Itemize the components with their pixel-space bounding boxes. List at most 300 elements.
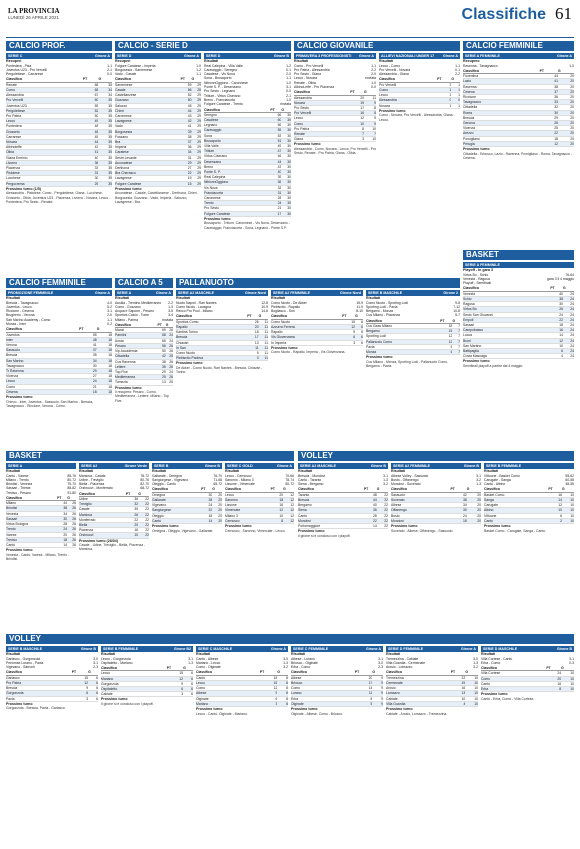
col-points-header: PT bbox=[450, 487, 466, 492]
team-points: 18 bbox=[260, 675, 278, 680]
next-round-heading: Prossimo turno bbox=[6, 548, 33, 553]
team-points: 68 bbox=[158, 333, 166, 338]
team-played: 22 bbox=[138, 533, 149, 538]
team-points: 24 bbox=[450, 513, 466, 518]
standings-table bbox=[366, 319, 460, 355]
col-played-header: G bbox=[451, 77, 460, 82]
standings-table bbox=[176, 314, 268, 361]
box-group: Girone B bbox=[463, 464, 479, 468]
match-teams: Playoff - Semifinali bbox=[463, 281, 492, 286]
match-score: 1-2 bbox=[286, 63, 291, 68]
result-row bbox=[294, 85, 376, 89]
team-points: 7 bbox=[350, 132, 364, 137]
team-points: 31 bbox=[83, 171, 99, 176]
col-team-header: Classifica bbox=[115, 323, 158, 328]
results-heading: Risultati bbox=[391, 469, 406, 473]
next-round-text: Chievo - Inter, Juventus - Sassuolo, San Marino - Brescia, Tavagnacco - Riccione, Verona - Como. bbox=[6, 399, 94, 408]
team-played: 11 bbox=[259, 319, 268, 324]
match-teams: Ausilia - Trentino Mediterraneo bbox=[115, 300, 162, 305]
team-played: 26 bbox=[166, 380, 173, 385]
standings-box bbox=[152, 463, 222, 631]
team-name: Pistoiese bbox=[6, 171, 83, 176]
team-played: 10 bbox=[561, 676, 574, 681]
team-points: 45 bbox=[181, 103, 192, 108]
team-played: 11 bbox=[259, 345, 268, 350]
match-score: 1-0 bbox=[286, 80, 291, 85]
next-round-heading: Prossimo turno bbox=[115, 186, 142, 191]
match-teams: Pro Vercelli - Novara bbox=[379, 67, 411, 72]
team-points: 55 bbox=[83, 103, 99, 108]
match-teams: Treviso - Pesaro bbox=[6, 490, 31, 495]
team-name: Lurano bbox=[291, 691, 355, 696]
team-name: Pallanuoto Como bbox=[366, 339, 440, 344]
match-score: 0-0 bbox=[286, 89, 291, 94]
box-title: SERIE C MASCHILE bbox=[198, 647, 233, 651]
team-played: 20 bbox=[212, 513, 222, 518]
team-played: 9 bbox=[364, 116, 376, 121]
team-points: 27 bbox=[181, 165, 192, 170]
team-name: Vis Nova bbox=[204, 185, 270, 190]
team-name: Aosta bbox=[115, 338, 158, 343]
team-points: 46 bbox=[270, 154, 281, 159]
team-played: 29 bbox=[192, 150, 201, 155]
team-points: 30 bbox=[550, 302, 563, 307]
team-played: 20 bbox=[467, 513, 481, 518]
team-name: Como Nuoto bbox=[271, 319, 342, 324]
sport-header-calcio-d: CALCIO - SERIE D bbox=[115, 41, 291, 51]
team-played: 18 bbox=[97, 384, 112, 389]
team-points: 25 bbox=[83, 181, 99, 186]
standings-box bbox=[291, 646, 383, 846]
team-points: 25 bbox=[540, 126, 558, 131]
match-score: 4-0 bbox=[107, 300, 112, 305]
team-points: 48 bbox=[79, 337, 97, 342]
standings-box bbox=[463, 262, 574, 448]
team-points: 68 bbox=[83, 82, 99, 87]
next-round-text: Venezia - Cantù, Varese - Milano, Trento - Brindisi. bbox=[6, 552, 70, 561]
team-name: Bergamo bbox=[366, 329, 440, 334]
next-round-heading: Prossimo turno bbox=[481, 692, 508, 697]
match-teams: Breno - Franciacorta bbox=[204, 97, 235, 102]
team-points: 26 bbox=[550, 307, 563, 312]
team-name: Cus Ravenna bbox=[115, 359, 158, 364]
team-name: Cantù bbox=[298, 513, 364, 518]
team-name: Vimercate bbox=[225, 508, 271, 513]
team-points: 3 bbox=[167, 692, 183, 697]
team-played: 29 bbox=[192, 155, 201, 160]
team-name: Albino bbox=[484, 508, 548, 513]
team-points: 18 bbox=[201, 513, 212, 518]
team-name: Arosio bbox=[386, 686, 451, 691]
match-teams: Orzinuovi - Monferrato bbox=[79, 486, 113, 491]
team-points: 55 bbox=[79, 332, 97, 337]
col-team-header: Classifica bbox=[6, 670, 72, 675]
box-title: SERIE C bbox=[8, 54, 23, 58]
match-teams: Folgore Caratese - Trento bbox=[204, 102, 243, 107]
team-name: Giana bbox=[294, 137, 350, 142]
team-points: 25 bbox=[158, 375, 166, 380]
team-points: 14 bbox=[57, 542, 67, 547]
team-name: Gallarate bbox=[152, 497, 201, 502]
team-points: 16 bbox=[548, 492, 562, 497]
team-name: Verona bbox=[6, 342, 79, 347]
team-played: 20 bbox=[558, 120, 574, 125]
match-teams: Garlasco - Gorgonzola bbox=[6, 656, 41, 661]
match-score: 5-7 bbox=[455, 313, 460, 318]
results-heading: Risultati bbox=[291, 652, 306, 656]
match-score: 1-1 bbox=[107, 63, 112, 68]
page-number: 61 bbox=[555, 4, 572, 23]
team-name: Mariano bbox=[196, 701, 260, 706]
results-heading: Risultati bbox=[386, 652, 401, 656]
team-points: 30 bbox=[126, 507, 138, 512]
box-group: Girone A bbox=[460, 647, 476, 651]
match-score: 3-0 bbox=[378, 660, 383, 665]
team-name: Renate bbox=[294, 132, 350, 137]
table-row bbox=[225, 518, 294, 523]
team-played: 8 bbox=[364, 105, 376, 110]
team-points: 52 bbox=[181, 93, 192, 98]
team-played: 20 bbox=[558, 115, 574, 120]
team-played: 35 bbox=[98, 129, 112, 134]
team-points: 19 bbox=[451, 680, 466, 685]
table-row bbox=[176, 356, 268, 361]
col-played-header: G bbox=[452, 319, 460, 324]
match-score: 11-9 bbox=[356, 304, 363, 309]
team-points: 38 bbox=[450, 497, 466, 502]
col-played-header: G bbox=[277, 670, 288, 675]
team-points: 5 bbox=[355, 701, 373, 706]
match-score: 0-0 bbox=[107, 72, 112, 77]
match-score: 2-0 bbox=[107, 313, 112, 318]
standings-box bbox=[115, 53, 201, 275]
match-score: 3-1 bbox=[569, 656, 574, 661]
team-name: Plebiscito Padova bbox=[176, 356, 247, 361]
standings-box bbox=[176, 290, 268, 448]
team-name: Virtus Bologna bbox=[6, 522, 57, 527]
col-played-header: G bbox=[377, 487, 388, 492]
team-points: 20 bbox=[247, 324, 258, 329]
team-points: 20 bbox=[57, 532, 67, 537]
team-points: 18 bbox=[247, 330, 258, 335]
team-name: Inter bbox=[6, 337, 79, 342]
box-group: Girone A bbox=[94, 291, 110, 295]
team-name: Lecco bbox=[379, 93, 437, 98]
team-name: Brescia bbox=[6, 686, 72, 691]
standings-box bbox=[366, 290, 460, 448]
box-group: Girone Nord bbox=[245, 291, 266, 295]
sport-header-calcio-femminile: CALCIO FEMMINILE bbox=[6, 278, 112, 288]
match-teams: NibionnOggiono - Caronnese bbox=[204, 80, 248, 85]
match-score: 2-2 bbox=[455, 72, 460, 77]
match-teams: Erba - Como bbox=[291, 665, 311, 670]
team-name: Vip Accademia bbox=[115, 349, 158, 354]
team-name: Brindisi bbox=[6, 506, 57, 511]
box-title: SERIE A bbox=[8, 464, 23, 468]
col-played-header: G bbox=[138, 492, 149, 497]
match-score: 2-2 bbox=[371, 67, 376, 72]
team-points: 29 bbox=[158, 369, 166, 374]
col-played-header: G bbox=[563, 286, 574, 291]
col-team-header: Classifica bbox=[6, 496, 57, 501]
team-name: Manzi bbox=[115, 328, 158, 333]
team-name: Cabiate bbox=[386, 696, 451, 701]
team-points: 29 bbox=[540, 115, 558, 120]
team-played: 20 bbox=[558, 126, 574, 131]
next-round-text: Alessandria - Como, Novara - Lecco, Pro Vercelli - Pro Sesto, Renate - Pro Patria, Giana - Olbia. bbox=[294, 147, 376, 156]
team-points: 43 bbox=[270, 164, 281, 169]
box-group: Girone B bbox=[204, 464, 220, 468]
team-played: 10 bbox=[562, 518, 574, 523]
match-teams: Cantù - Albino bbox=[484, 482, 506, 487]
standings-box bbox=[481, 646, 574, 846]
team-points: 33 bbox=[270, 185, 281, 190]
standings-table bbox=[484, 487, 574, 523]
team-played: 9 bbox=[364, 121, 376, 126]
team-played: 22 bbox=[377, 513, 388, 518]
team-points: 10 bbox=[550, 343, 563, 348]
team-name: Cabiate bbox=[101, 692, 167, 697]
match-score: 8-10 bbox=[356, 309, 363, 314]
team-points: 22 bbox=[451, 675, 466, 680]
team-name: Grosseto bbox=[6, 129, 83, 134]
result-row bbox=[463, 64, 574, 68]
match-score: 14-6 bbox=[261, 309, 268, 314]
team-played: 10 bbox=[562, 497, 574, 502]
team-name: Albese bbox=[196, 691, 260, 696]
team-points: 44 bbox=[270, 159, 281, 164]
col-points-header: PT bbox=[271, 487, 284, 492]
team-played: 30 bbox=[281, 201, 291, 206]
team-points: 10 bbox=[548, 508, 562, 513]
team-points: 17 bbox=[355, 680, 373, 685]
match-teams: Monza - Inter bbox=[6, 322, 26, 327]
team-played: 30 bbox=[281, 211, 291, 216]
team-name: Cittadella bbox=[463, 105, 540, 110]
team-played: 6 bbox=[183, 681, 193, 686]
team-played: 18 bbox=[97, 363, 112, 368]
team-name: Giana Erminio bbox=[6, 155, 83, 160]
box-group: Girone A bbox=[183, 54, 199, 58]
team-name: Gozzano bbox=[115, 98, 181, 103]
team-name: In San bbox=[176, 345, 247, 350]
match-teams: Erba - Como bbox=[481, 660, 501, 665]
match-teams: Caravaggio - Seregno bbox=[204, 67, 238, 72]
team-points: 38 bbox=[181, 134, 192, 139]
team-played: 9 bbox=[372, 675, 383, 680]
team-points: 37 bbox=[181, 139, 192, 144]
team-played: 30 bbox=[281, 123, 291, 128]
standings-box bbox=[391, 463, 481, 631]
col-team-header: Classifica bbox=[294, 90, 350, 95]
team-played: 0 bbox=[451, 98, 460, 103]
team-played: 22 bbox=[377, 508, 388, 513]
team-points: 56 bbox=[158, 343, 166, 348]
team-played: 20 bbox=[558, 94, 574, 99]
team-name: Pro Patria bbox=[6, 113, 83, 118]
team-name: Como bbox=[481, 676, 546, 681]
table-row bbox=[79, 533, 149, 538]
team-name: Pavia bbox=[366, 344, 440, 349]
results-heading: Risultati bbox=[366, 296, 381, 300]
team-points: 8 bbox=[350, 126, 364, 131]
issue-date: LUNEDÌ 26 APRILE 2021 bbox=[8, 15, 60, 20]
team-name: Trento bbox=[6, 527, 57, 532]
team-name: Sestri Levante bbox=[115, 155, 181, 160]
team-points: 41 bbox=[181, 124, 192, 129]
team-points: 17 bbox=[350, 105, 364, 110]
team-name: Cesena bbox=[6, 389, 79, 394]
team-points: 12 bbox=[271, 508, 284, 513]
team-name: Schio bbox=[463, 296, 550, 301]
team-points: 28 bbox=[364, 513, 377, 518]
next-round-text: Omegna - Oleggio, Vigevano - Gallarate. bbox=[152, 528, 214, 533]
team-points: 9 bbox=[342, 330, 355, 335]
team-points: 60 bbox=[270, 117, 281, 122]
team-points: 20 bbox=[271, 492, 284, 497]
table-row bbox=[386, 701, 478, 706]
team-name: Sona bbox=[204, 133, 270, 138]
team-name: Vigevano bbox=[152, 503, 201, 508]
team-name: Olginate bbox=[196, 696, 260, 701]
team-points: 18 bbox=[540, 136, 558, 141]
result-row bbox=[225, 482, 294, 486]
match-score: 2-3 bbox=[93, 665, 98, 670]
team-played: 9 bbox=[372, 696, 383, 701]
team-played: 18 bbox=[97, 337, 112, 342]
team-points: 16 bbox=[126, 528, 138, 533]
col-points-header: PT bbox=[72, 670, 88, 675]
team-name: Perugia bbox=[463, 141, 540, 146]
match-teams: Brescia - Mondovì bbox=[298, 473, 326, 478]
next-round-text: Como - Novara, Pro Vercelli - Alessandria, Giana - Lecco. bbox=[379, 113, 455, 122]
box-group: Girone B bbox=[80, 647, 96, 651]
match-score: 3-1 bbox=[476, 473, 481, 478]
box-title: SERIE A2 MASCHILE bbox=[178, 291, 215, 295]
team-played: 24 bbox=[166, 369, 173, 374]
team-name: Basket Como bbox=[484, 492, 548, 497]
team-points: 9 bbox=[72, 686, 88, 691]
results-heading: Risultati bbox=[79, 469, 94, 473]
team-name: Albese bbox=[291, 675, 355, 680]
match-score: 76-64 bbox=[565, 272, 574, 277]
team-name: Monza bbox=[366, 350, 440, 355]
team-played: 22 bbox=[377, 497, 388, 502]
table-row bbox=[463, 141, 574, 146]
col-played-header: G bbox=[212, 487, 222, 492]
box-title: ALLIEVI NAZIONALI UNDER 17 bbox=[381, 54, 435, 58]
col-points-header: PT bbox=[550, 286, 563, 291]
team-played: 8 bbox=[277, 680, 288, 685]
team-points: 44 bbox=[181, 108, 192, 113]
team-points: 18 bbox=[450, 518, 466, 523]
team-played: 12 bbox=[283, 497, 294, 502]
col-played-header: G bbox=[561, 666, 574, 671]
team-points: 41 bbox=[83, 150, 99, 155]
team-played: 7 bbox=[452, 344, 460, 349]
next-round-heading: Prossimo turno (1/5) bbox=[6, 186, 41, 191]
team-played: 29 bbox=[192, 129, 201, 134]
team-name: Carugate bbox=[484, 503, 548, 508]
team-played: 35 bbox=[98, 108, 112, 113]
match-score: 0-2 bbox=[107, 322, 112, 327]
team-played: 22 bbox=[138, 523, 149, 528]
result-row bbox=[366, 313, 460, 317]
team-points: 36 bbox=[540, 94, 558, 99]
match-teams: Juventus U23 - Pro Vercelli bbox=[6, 67, 47, 72]
team-points: 50 bbox=[181, 98, 192, 103]
team-name: Lettere bbox=[115, 364, 158, 369]
next-round-text: Alessandria - Pistoiese, Como - Pergolettese, Giana - Lucchese, Grosseto - Olbia, Juventus U23 - Piacenza, Livorno - Novara, Lecco - Pontedera, Pro Sesto - Renate. bbox=[6, 191, 111, 204]
result-row bbox=[481, 661, 574, 665]
match-teams: Mariano - Lecco bbox=[196, 660, 221, 665]
team-name: Offanengo bbox=[391, 508, 450, 513]
team-points: 31 bbox=[181, 155, 192, 160]
team-played: 24 bbox=[563, 348, 574, 353]
team-played: 10 bbox=[465, 696, 478, 701]
team-played: 18 bbox=[97, 332, 112, 337]
team-points: 24 bbox=[546, 671, 561, 676]
col-points-header: PT bbox=[158, 323, 166, 328]
next-round-text: Il recupero: Pesaro - Como, Mediterranea - Lettere, Milano - Top Five. bbox=[115, 390, 169, 403]
team-points: 1 bbox=[437, 93, 451, 98]
next-round-heading: Prossimo turno bbox=[391, 523, 418, 528]
team-played: 20 bbox=[467, 492, 481, 497]
match-teams: Folgore Caratese - Imperia bbox=[115, 63, 156, 68]
team-played: 35 bbox=[98, 155, 112, 160]
team-played: 22 bbox=[377, 518, 388, 523]
team-name: Virtus Ciserano bbox=[204, 154, 270, 159]
team-points: 27 bbox=[79, 374, 97, 379]
col-played-header: G bbox=[355, 314, 363, 319]
box-title: SERIE D MASCHILE bbox=[483, 647, 518, 651]
team-points: 42 bbox=[158, 354, 166, 359]
match-teams: Ravenna - Tavagnacco bbox=[463, 63, 498, 68]
box-title: SERIE B FEMMINILE bbox=[103, 647, 139, 651]
team-points: 24 bbox=[270, 201, 281, 206]
team-name: Venezia bbox=[463, 291, 550, 296]
team-played: 10 bbox=[562, 503, 574, 508]
team-name: Lavagnese bbox=[115, 119, 181, 124]
team-name: Franciacorta bbox=[204, 190, 270, 195]
team-played: 24 bbox=[563, 312, 574, 317]
match-teams: Arosio - Lomazzo bbox=[386, 665, 413, 670]
team-points: 12 bbox=[440, 334, 452, 339]
team-name: Como bbox=[196, 686, 260, 691]
team-name: Varese bbox=[6, 532, 57, 537]
standings-table bbox=[294, 90, 376, 142]
match-teams: Como Nuoto - Sporting Lodi bbox=[366, 300, 409, 305]
box-group: Girone B bbox=[370, 464, 386, 468]
team-name: Piacenza bbox=[6, 165, 83, 170]
team-name: Cantù bbox=[484, 518, 548, 523]
team-name: Busto bbox=[391, 513, 450, 518]
match-teams: Nuoto Napoli - Rari Nantes bbox=[176, 300, 217, 305]
match-teams: Renate - Olbia bbox=[294, 80, 316, 85]
match-score: 0-1 bbox=[286, 67, 291, 72]
team-name: Novara bbox=[379, 103, 437, 108]
team-name: Saronno bbox=[225, 497, 271, 502]
match-teams: Recco Pro Pool - Milano bbox=[176, 309, 213, 314]
team-points: 28 bbox=[270, 196, 281, 201]
col-points-header: PT bbox=[57, 496, 67, 501]
match-score: 0-1 bbox=[455, 67, 460, 72]
team-name: Roma bbox=[463, 110, 540, 115]
team-name: Ragusa bbox=[463, 302, 550, 307]
team-name: Brescia bbox=[176, 335, 247, 340]
team-points: 21 bbox=[270, 206, 281, 211]
team-name: Vittuone bbox=[484, 513, 548, 518]
